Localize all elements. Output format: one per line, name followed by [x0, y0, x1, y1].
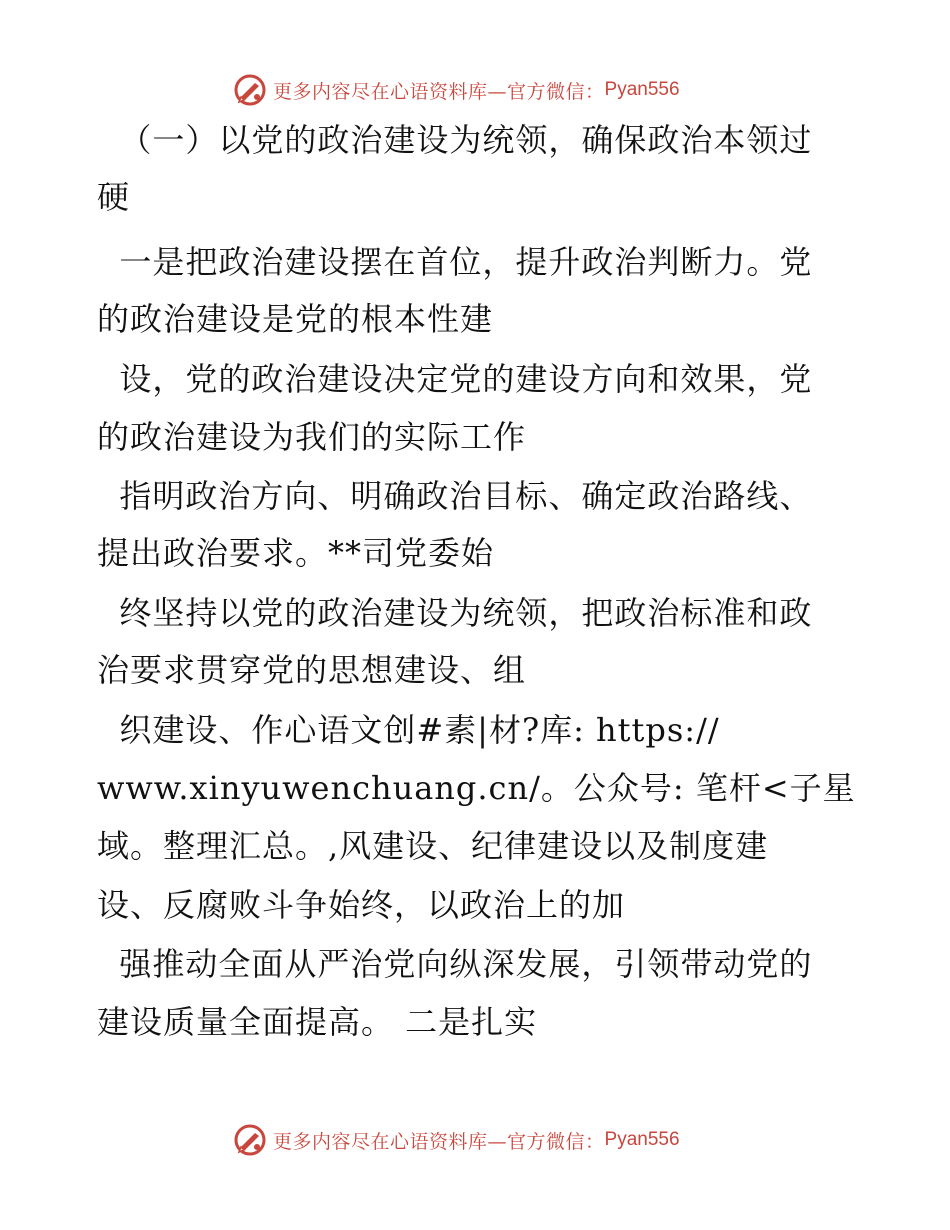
text-line: www.xinyuwenchuang.cn/。公众号: 笔杆<子星 [97, 769, 856, 807]
header-banner [0, 70, 950, 110]
text-line: 硬 [97, 178, 131, 216]
banner-text: 更多内容尽在心语资料库—官方微信： [273, 1130, 605, 1153]
text-line: 域。整理汇总。,风建设、纪律建设以及制度建 [97, 827, 769, 865]
pen-logo-icon [233, 73, 267, 107]
text-line: 织建设、作心语文创#素|材?库: https:// [97, 711, 720, 749]
text-line: 建设质量全面提高。 二是扎实 [97, 1003, 538, 1041]
text-line: 设、反腐败斗争始终，以政治上的加 [97, 886, 626, 924]
text-line: 的政治建设为我们的实际工作 [97, 418, 527, 456]
text-line: 强推动全面从严治党向纵深发展，引领带动党的 [97, 945, 813, 983]
text-line: 终坚持以党的政治建设为统领，把政治标准和政 [97, 594, 813, 632]
footer-banner [0, 1120, 950, 1160]
text-line: 提出政治要求。**司党委始 [97, 534, 495, 572]
pen-logo-icon [233, 1123, 267, 1157]
banner-wechat-id: Pyan556 [604, 79, 680, 100]
text-line: 的政治建设是党的根本性建 [97, 300, 494, 338]
banner-wechat-id: Pyan556 [604, 1129, 680, 1150]
text-line: 治要求贯穿党的思想建设、组 [97, 651, 527, 689]
banner-text: 更多内容尽在心语资料库—官方微信： [273, 80, 605, 103]
text-line: （一）以党的政治建设为统领，确保政治本领过 [97, 121, 813, 159]
text-line: 一是把政治建设摆在首位，提升政治判断力。党 [97, 243, 813, 281]
text-line: 指明政治方向、明确政治目标、确定政治路线、 [97, 477, 813, 515]
text-line: 设，党的政治建设决定党的建设方向和效果，党 [97, 360, 813, 398]
